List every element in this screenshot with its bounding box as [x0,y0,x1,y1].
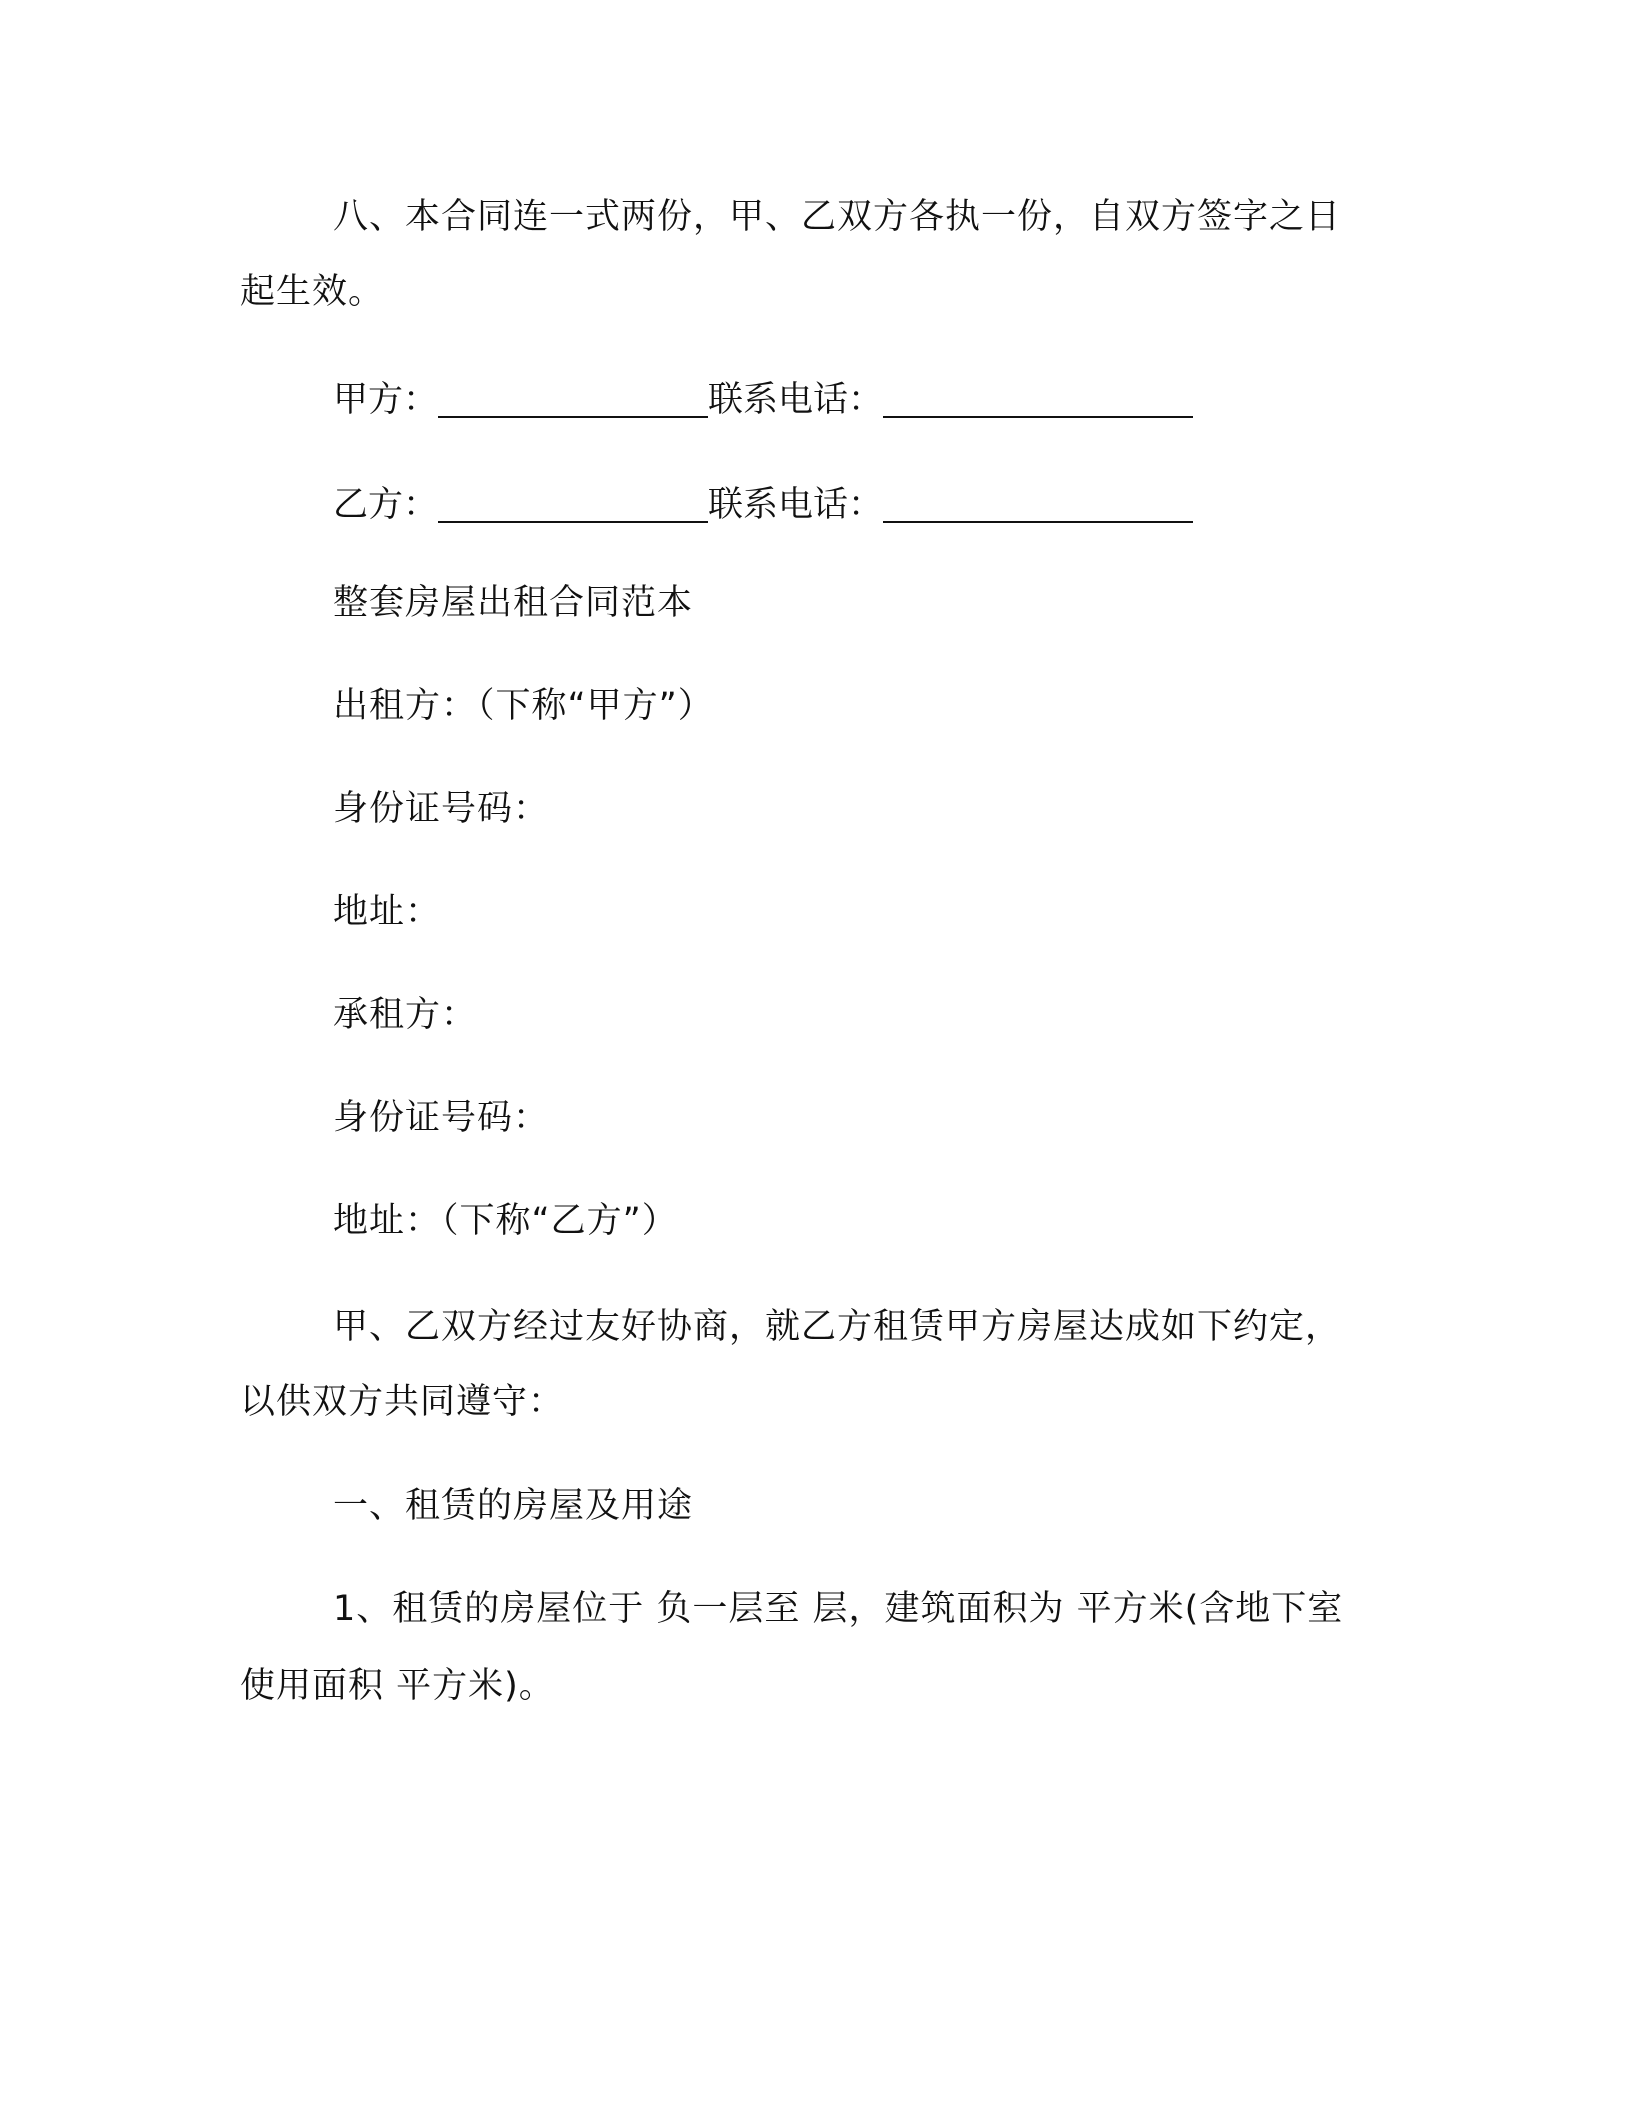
party-a-phone-label: 联系电话： [708,380,884,420]
lessee-line: 承租方： [333,995,478,1035]
signature-row-party-a [333,380,1193,420]
party-a-blank [438,382,708,418]
clause-8-line-2: 起生效。 [240,272,385,312]
lessor-address-line: 地址： [333,892,442,932]
clause-8-line-1: 八、本合同连一式两份，甲、乙双方各执一份，自双方签字之日 [333,197,1342,237]
lessee-id-line: 身份证号码： [333,1098,550,1138]
section-1-heading: 一、租赁的房屋及用途 [333,1486,694,1526]
template-title: 整套房屋出租合同范本 [333,583,694,623]
lessee-address-line: 地址：（下称“乙方”） [333,1201,678,1241]
item-1-line-1: 1、租赁的房屋位于 负一层至 层，建筑面积为 平方米(含地下室 [333,1589,1344,1629]
item-1-line-2: 使用面积 平方米)。 [240,1666,555,1706]
party-b-label: 乙方： [333,485,439,525]
intro-line-2: 以供双方共同遵守： [240,1382,565,1422]
lessor-line: 出租方：（下称“甲方”） [333,686,714,726]
party-b-phone-blank [883,487,1193,523]
party-b-blank [438,487,708,523]
party-a-label: 甲方： [333,380,439,420]
party-b-phone-label: 联系电话： [708,485,884,525]
party-a-phone-blank [883,382,1193,418]
lessor-id-line: 身份证号码： [333,789,550,829]
intro-line-1: 甲、乙双方经过友好协商，就乙方租赁甲方房屋达成如下约定， [333,1307,1342,1347]
signature-row-party-b [333,485,1193,525]
